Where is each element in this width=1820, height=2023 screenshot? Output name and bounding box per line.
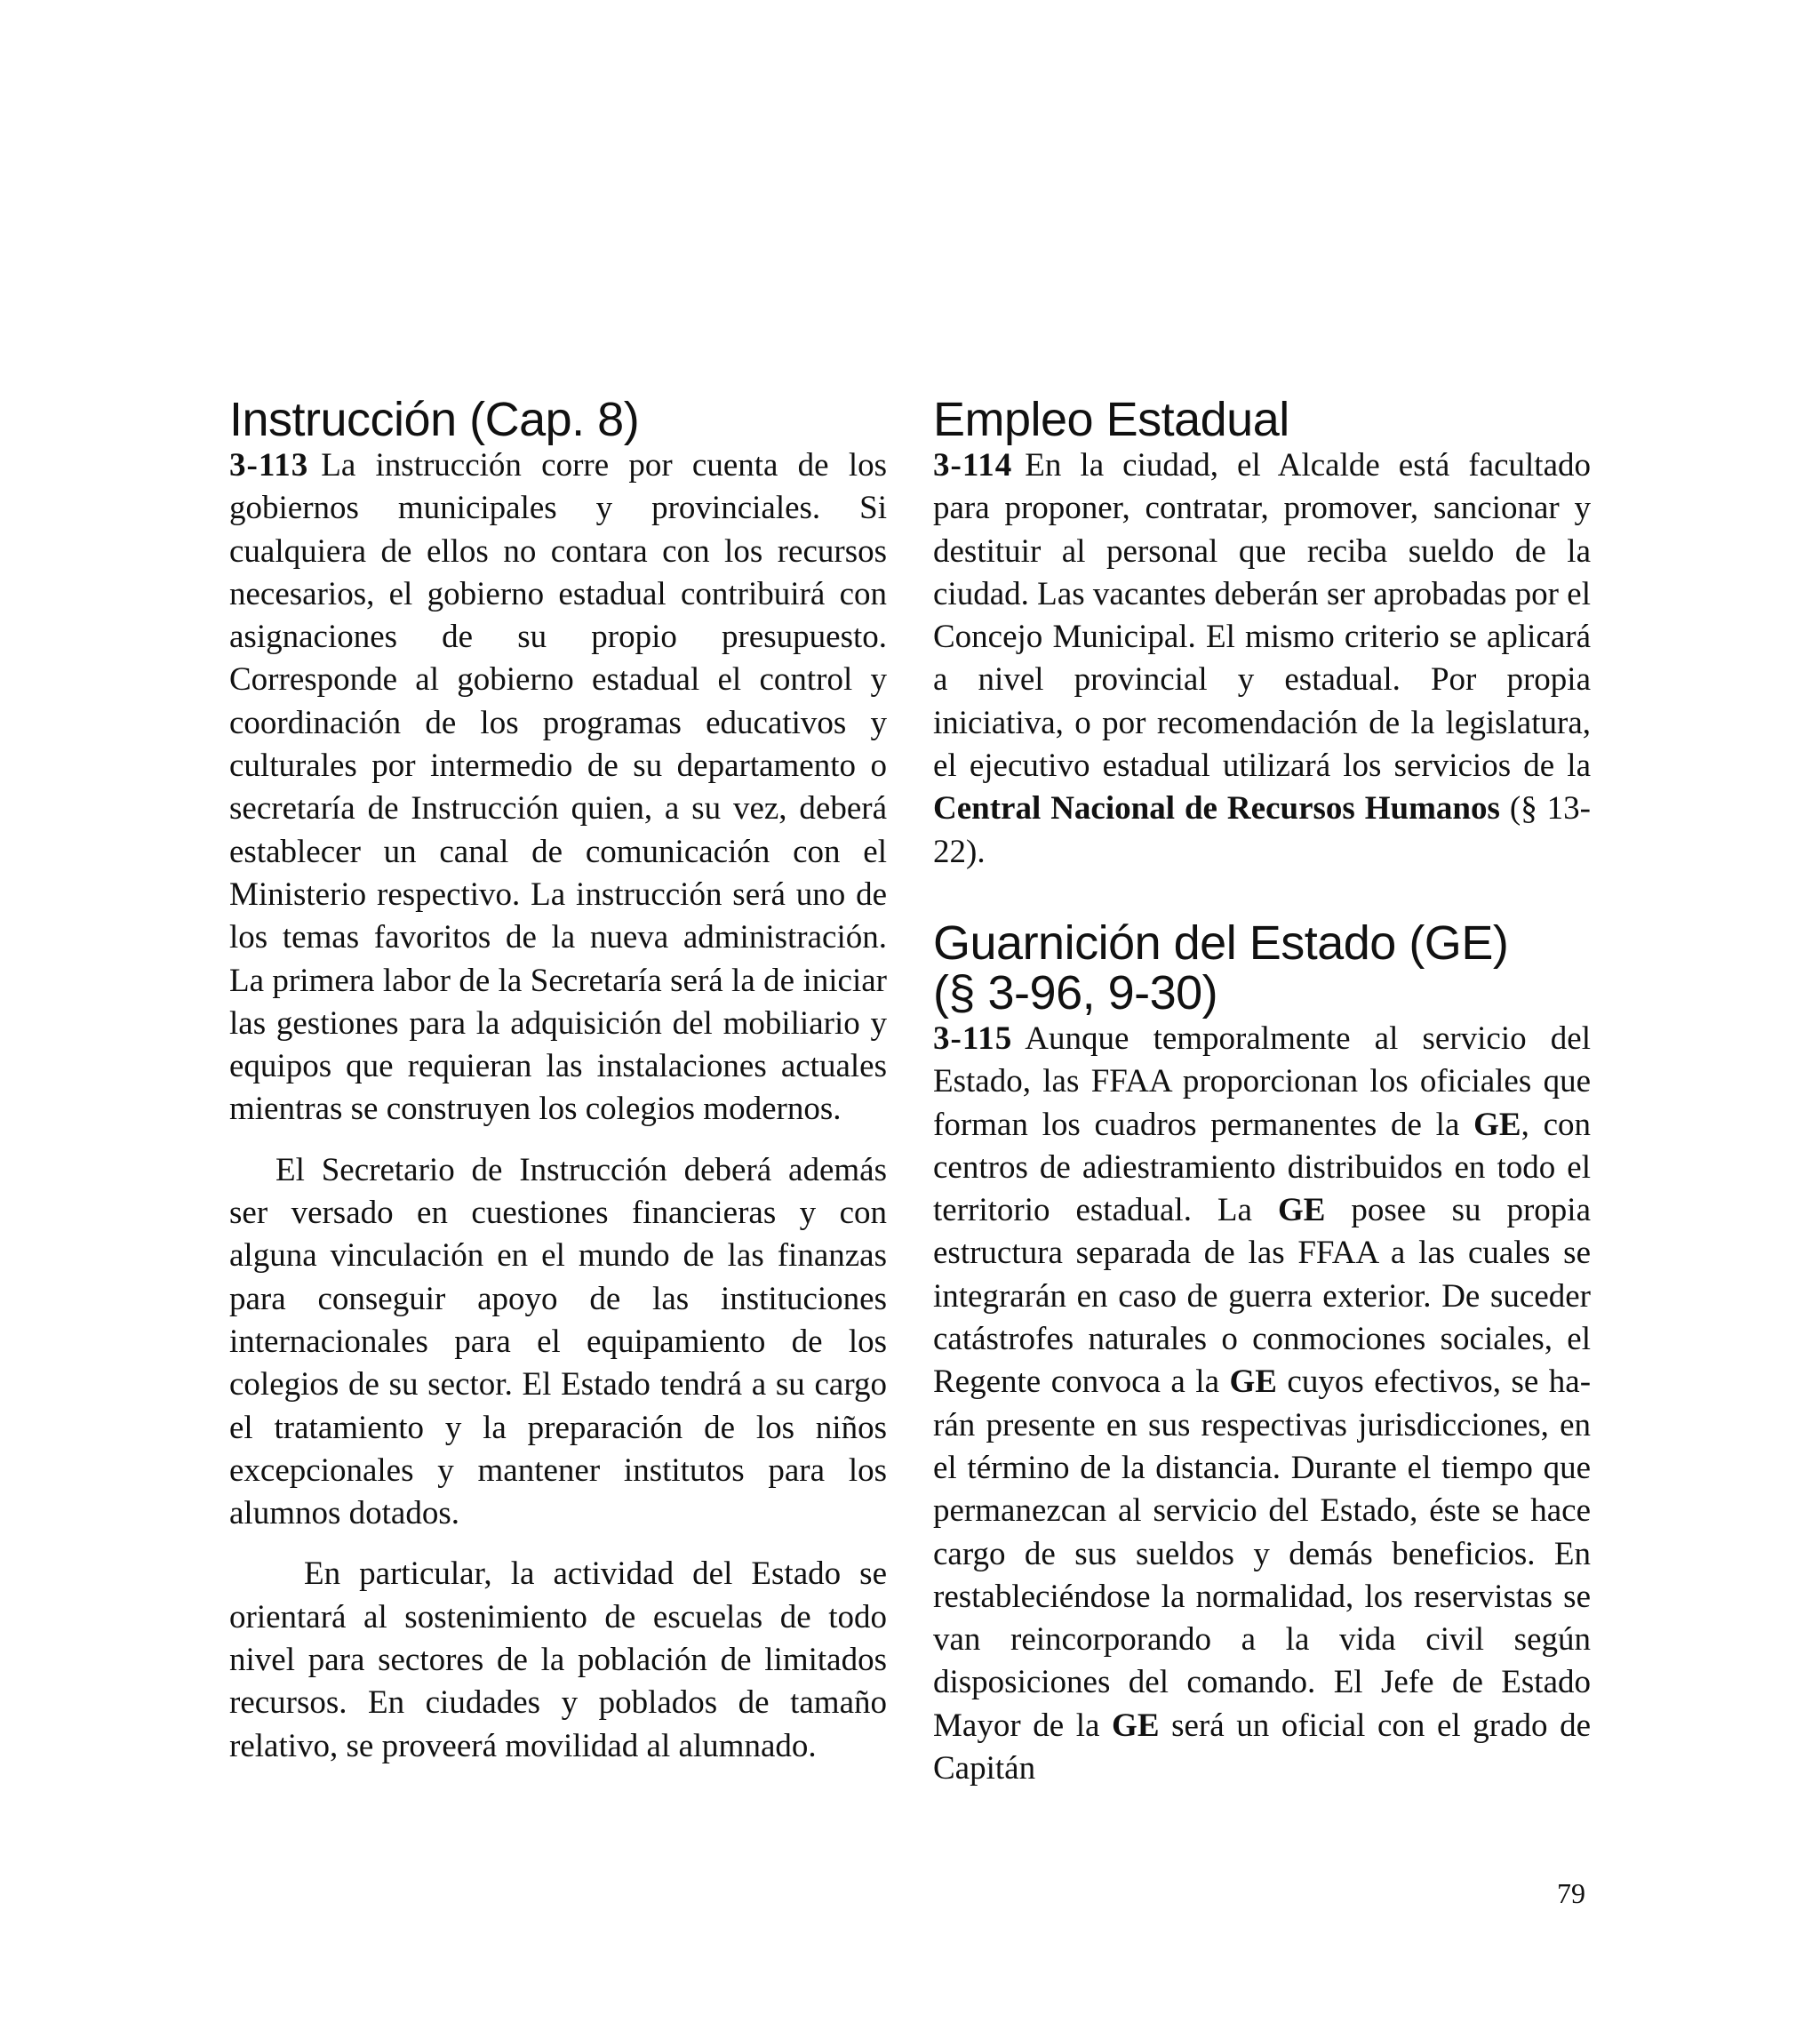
paragraph-secretario: El Secretario de Instrucción deberá además ser versado en cuestiones financieras y con alguna vinculación en el mundo de las finanzas para conseguir apoyo de las instituciones internacionales para el equipamiento de los colegios de su sector. El Estado tendrá a su cargo el tratamiento y la preparación de los niños excepcionales y mantener institutos para los alumnos dotados. xyxy=(229,1151,887,1532)
paragraph-3-115-text-4: cuyos efectivos, se harán presente en sus respectivas jurisdicciones, en el término de la distancia. Durante el tiempo que permanezcan al servicio del Estado, éste se hace cargo de sus sueldos y demás beneficios. En restableciéndose la normalidad, los reservistas se van reincorporando a la vida civil según disposiciones del comando. El Jefe de Estado Mayor de la xyxy=(933,1363,1592,1744)
paragraph-3-115-text-1: Aunque temporalmente al servicio del Estado, las FFAA proporcionan los oficiales que forman los cuadros permanentes de la xyxy=(933,1019,1591,1143)
heading-guarnicion-line-2: (§ 3-96, 9-30) xyxy=(933,965,1218,1019)
bold-ge: GE xyxy=(1229,1363,1277,1401)
bold-ge: GE xyxy=(1473,1106,1521,1143)
paragraph-3-115 xyxy=(933,1018,1591,1790)
right-column xyxy=(933,395,1591,1790)
paragraph-3-114 xyxy=(933,444,1591,874)
paragraph-number-3-114: 3-114 xyxy=(933,447,1013,484)
paragraph-3-113-text: La instrucción corre por cuenta de los gobiernos municipales y provinciales. Si cualquiera de ellos no contara con los recursos necesarios, el gobierno estadual contribuirá con asignaciones de su propio presupuesto. Corresponde al gobierno estadual el control y coordinación de los programas educativos y culturales por intermedio de su departamento o secretaría de Instrucción quien, a su vez, deberá establecer un canal de comunicación con el Ministerio respectivo. La instrucción será uno de los temas favoritos de la nueva administración. La primera labor de la Secretaría será la de iniciar las gestiones para la adquisición del mobiliario y equipos que requieran las instalaciones actuales mientras se construyen los colegios modernos. xyxy=(229,447,887,1128)
bold-term-central-nacional: Central Nacional de Recursos Humanos xyxy=(933,790,1500,828)
heading-guarnicion-line-1: Guarnición del Estado (GE) xyxy=(933,916,1509,970)
left-column xyxy=(229,395,887,1768)
paragraph-3-115-text-2: , con centros de adiestramiento distribuidos en todo el territorio estadual. La xyxy=(933,1106,1592,1229)
heading-instruccion: Instrucción (Cap. 8) xyxy=(229,393,640,446)
heading-empleo-estadual: Empleo Estadual xyxy=(933,393,1289,446)
section-guarnicion xyxy=(933,918,1591,1790)
paragraph-3-115-text-5: será un oficial con el grado de Capitán xyxy=(933,1707,1591,1787)
paragraph-3-115-text-3: posee su propia estructura separada de las FFAA a las cuales se integrarán en caso de guerra exterior. De suceder catástrofes naturales o conmociones sociales, el Regente convoca a la xyxy=(933,1192,1592,1401)
paragraph-3-113 xyxy=(229,444,887,1131)
paragraph-3-114-text: En la ciudad, el Alcalde está facultado para proponer, contratar, promover, sancionar y destituir al personal que reciba sueldo de la ciudad. Las vacantes deberán ser aprobadas por el Concejo Municipal. El mismo criterio se aplicará a nivel provincial y estadual. Por propia iniciativa, o por recomendación de la legislatura, el ejecutivo estadual utilizará los servicios de la xyxy=(933,447,1591,785)
paragraph-3-114-ref: (§ 13-22). xyxy=(933,790,1591,870)
page-number: 79 xyxy=(1557,1877,1585,1909)
paragraph-number-3-115: 3-115 xyxy=(933,1019,1013,1057)
paragraph-number-3-113: 3-113 xyxy=(229,447,309,484)
bold-ge: GE xyxy=(1112,1707,1160,1744)
bold-ge: GE xyxy=(1277,1192,1326,1229)
heading-guarnicion xyxy=(933,918,1591,1018)
paragraph-en-particular: En particular, la actividad del Estado se orientará al sostenimiento de escuelas de todo nivel para sectores de la población de limitados recursos. En ciudades y poblados de tamaño relativo, se proveerá movilidad al alumnado. xyxy=(229,1555,887,1764)
